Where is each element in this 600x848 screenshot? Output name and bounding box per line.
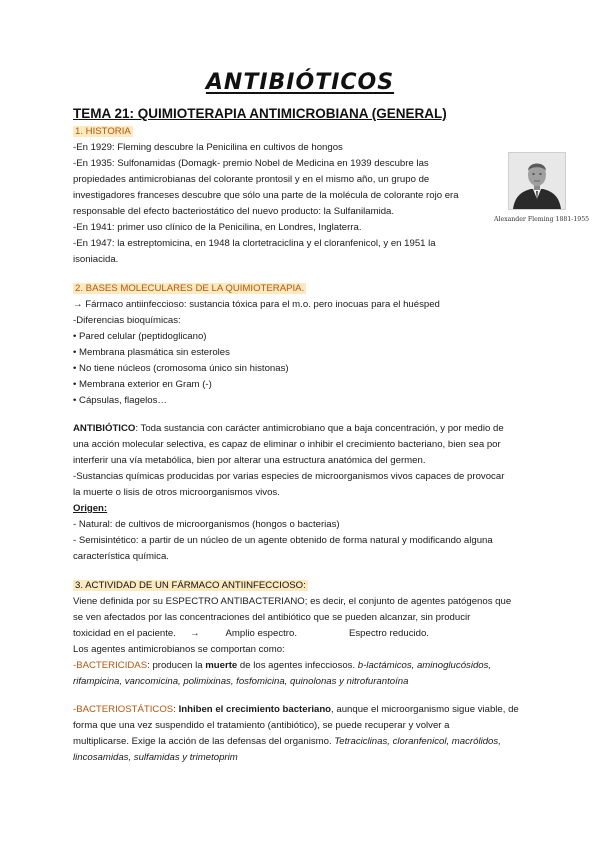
actividad-line: Los agentes antimicrobianos se comportan como:: [73, 644, 285, 655]
fleming-portrait-image: [508, 152, 566, 210]
bactericidas-line: -BACTERICIDAS: producen la muerte de los agentes infecciosos. b-lactámicos, aminoglucósidos,: [73, 660, 492, 671]
actividad-line: se ven afectados por las concentraciones del antibiótico que se pueden alcanzar, sin producir: [73, 612, 471, 623]
antibiotico-line: una acción molecular selectiva, es capaz de eliminar o inhibir el crecimiento bacteriano, bien sea por: [73, 439, 501, 450]
actividad-line: toxicidad en el paciente. → Amplio espectro. Espectro reducido.: [73, 628, 429, 639]
historia-line: propiedades antimicrobianas del colorante prontosil y en el mismo año, un grupo de: [73, 174, 430, 185]
historia-line: investigadores franceses descubre que sólo una parte de la molécula de colorante rojo era: [73, 190, 459, 201]
bases-bullet: • No tiene núcleos (cromosoma único sin histonas): [73, 363, 289, 374]
antibiotico-line: -Sustancias químicas producidas por varias especies de microorganismos vivos capaces de provocar: [73, 471, 505, 482]
actividad-heading: 3. ACTIVIDAD DE UN FÁRMACO ANTIINFECCIOSO:: [75, 580, 306, 591]
bases-bullet: • Pared celular (peptidoglicano): [73, 331, 207, 342]
actividad-line: Viene definida por su ESPECTRO ANTIBACTERIANO; es decir, el conjunto de agentes patógenos que: [73, 596, 512, 607]
origen-line: - Natural: de cultivos de microorganismos (hongos o bacterias): [73, 519, 340, 530]
bases-line: -Diferencias bioquímicas:: [73, 315, 181, 326]
historia-heading: 1. HISTORIA: [75, 126, 131, 137]
portrait-caption: Alexander Fleming 1881-1955: [494, 216, 590, 223]
bacteriostaticos-line: lincosamidas, sulfamidas y trimetoprim: [73, 752, 238, 763]
historia-line: -En 1935: Sulfonamidas (Domagk- premio Nobel de Medicina en 1939 descubre las: [73, 158, 429, 169]
bacteriostaticos-line: forma que una vez suspendido el tratamiento (antibiótico), se puede recuperar y volver a: [73, 720, 450, 731]
topic-heading: TEMA 21: QUIMIOTERAPIA ANTIMICROBIANA (GENERAL): [73, 106, 447, 121]
historia-line: -En 1941: primer uso clínico de la Penicilina, en Londres, Inglaterra.: [73, 222, 362, 233]
bases-line: → Fármaco antiinfeccioso: sustancia tóxica para el m.o. pero inocuas para el huésped: [73, 299, 440, 310]
origen-line: - Semisintético: a partir de un núcleo de un agente obtenido de forma natural y modificando alguna: [73, 535, 493, 546]
antibiotico-line: la muerte o lisis de otros microorganismos vivos.: [73, 487, 280, 498]
historia-line: -En 1929: Fleming descubre la Penicilina en cultivos de hongos: [73, 142, 343, 153]
document-title: ANTIBIÓTICOS: [205, 70, 395, 95]
historia-line: responsable del efecto bacteriostático del nuevo producto: la Sulfanilamida.: [73, 206, 395, 217]
antibiotico-line: interferir una vía metabólica, bien por alterar una estructura anatómica del germen.: [73, 455, 426, 466]
historia-line: -En 1947: la estreptomicina, en 1948 la clortetraciclina y el cloranfenicol, y en 1951 la: [73, 238, 436, 249]
bases-bullet: • Membrana exterior en Gram (-): [73, 379, 212, 390]
origen-line: característica química.: [73, 551, 169, 562]
origen-label: Origen:: [73, 503, 108, 514]
bases-bullet: • Membrana plasmática sin esteroles: [73, 347, 230, 358]
historia-line: isoniacida.: [73, 254, 119, 265]
bases-bullet: • Cápsulas, flagelos…: [73, 395, 168, 406]
antibiotico-definition: ANTIBIÓTICO: Toda sustancia con carácter antimicrobiano que a baja concentración, y por medio de: [73, 423, 504, 434]
bacteriostaticos-line: -BACTERIOSTÁTICOS: Inhiben el crecimiento bacteriano, aunque el microorganismo sigue viable, de: [73, 704, 519, 715]
bases-heading: 2. BASES MOLECULARES DE LA QUIMIOTERAPIA.: [75, 283, 305, 294]
bactericidas-line: rifampicina, vancomicina, polimixinas, fosfomicina, quinolonas y nitrofurantoína: [73, 676, 409, 687]
bacteriostaticos-line: multiplicarse. Exige la acción de las defensas del organismo. Tetraciclinas, cloranfenicol, macrólidos,: [73, 736, 501, 747]
